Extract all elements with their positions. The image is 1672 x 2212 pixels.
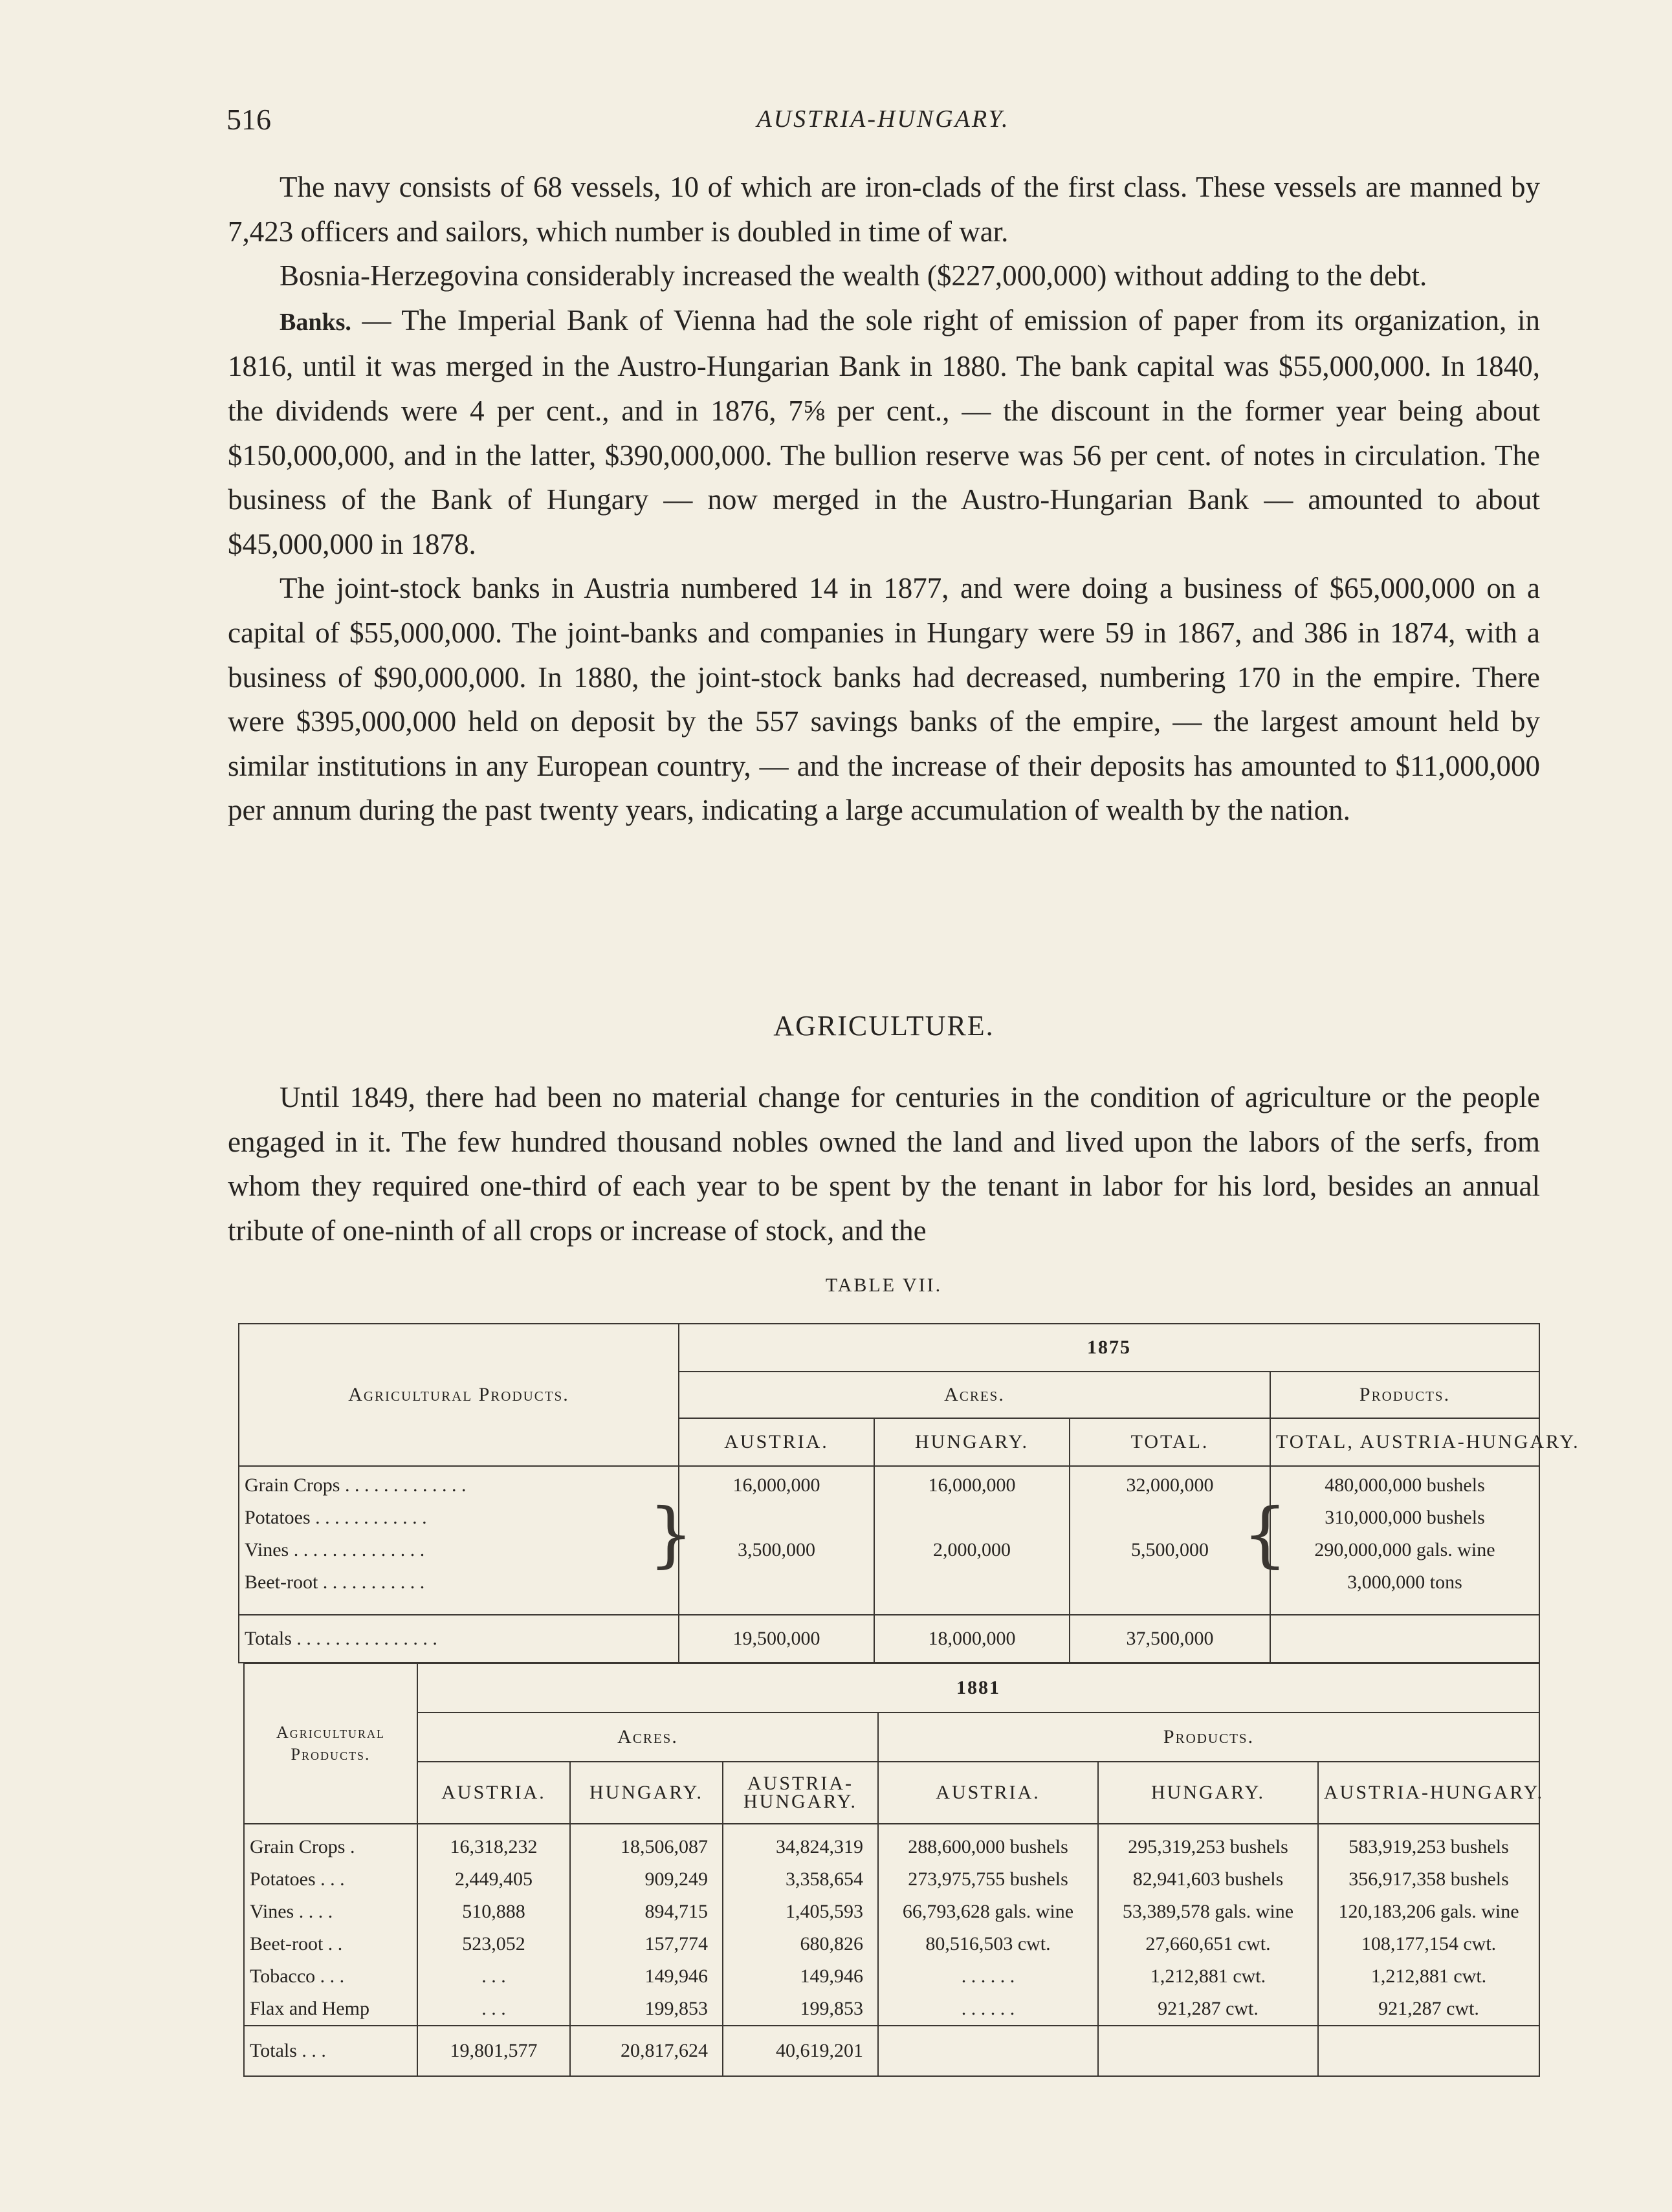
- t1875-label-vines: Vines . . . . . . . . . . . . . .: [245, 1539, 425, 1560]
- t1875-col-total-ah: TOTAL, AUSTRIA-HUNGARY.: [1270, 1418, 1539, 1466]
- t1881-pa-1: 273,975,755 bushels: [908, 1868, 1068, 1890]
- t1881-pa-4: . . . . . .: [961, 1966, 1015, 1987]
- t1881-products-col-header: Products.: [878, 1713, 1539, 1762]
- t1881-pcol-ah: AUSTRIA-HUNGARY.: [1318, 1762, 1539, 1824]
- t1881-ah-4: 149,946: [800, 1966, 863, 1987]
- t1881-ah-3: 680,826: [800, 1933, 863, 1955]
- t1881-a-3: 523,052: [462, 1933, 525, 1955]
- t1875-product-grain: 480,000,000 bushels: [1325, 1474, 1485, 1496]
- table-caption: TABLE VII.: [825, 1275, 943, 1296]
- t1881-h-3: 157,774: [644, 1933, 708, 1955]
- t1881-a-4: . . .: [481, 1966, 506, 1987]
- t1881-austria-cells: [417, 1824, 570, 2026]
- t1875-acres-header: Acres.: [679, 1372, 1270, 1418]
- section-heading: AGRICULTURE.: [773, 1010, 995, 1042]
- t1881-ah-1: 3,358,654: [786, 1868, 863, 1890]
- t1875-col-total: TOTAL.: [1070, 1418, 1270, 1466]
- body-text-agriculture: [228, 1075, 1540, 1253]
- t1881-a-0: 16,318,232: [450, 1836, 538, 1857]
- banks-label: Banks.: [280, 308, 351, 336]
- t1881-pa-0: 288,600,000 bushels: [908, 1836, 1068, 1857]
- page-number: 516: [226, 103, 271, 136]
- t1875-austria-cells: [679, 1466, 874, 1615]
- t1875-hungary-cells: [874, 1466, 1070, 1615]
- t1881-label-3: Beet-root . .: [250, 1933, 343, 1955]
- t1881-col-austria: AUSTRIA.: [417, 1762, 570, 1824]
- t1881-a-2: 510,888: [462, 1901, 525, 1922]
- t1881-pa-5: . . . . . .: [961, 1998, 1015, 2019]
- t1881-pah-cells: [1318, 1824, 1539, 2026]
- t1881-a-1: 2,449,405: [455, 1868, 533, 1890]
- t1881-ah-cells: [723, 1824, 878, 2026]
- t1875-totals-austria: 19,500,000: [679, 1615, 874, 1663]
- t1875-total-cells: [1070, 1466, 1270, 1615]
- t1881-col-ah: AUSTRIA-HUNGARY.: [723, 1762, 878, 1824]
- paragraph-banks: [228, 298, 1540, 567]
- t1881-pa-2: 66,793,628 gals. wine: [902, 1901, 1074, 1922]
- t1881-ph-5: 921,287 cwt.: [1158, 1998, 1259, 2019]
- t1881-pah-4: 1,212,881 cwt.: [1370, 1966, 1487, 1987]
- t1875-totals-total: 37,500,000: [1070, 1615, 1270, 1663]
- t1875-label-potatoes: Potatoes . . . . . . . . . . . .: [245, 1507, 427, 1528]
- t1881-ph-4: 1,212,881 cwt.: [1150, 1966, 1266, 1987]
- t1881-ph-2: 53,389,578 gals. wine: [1122, 1901, 1294, 1922]
- t1875-col-hungary: HUNGARY.: [874, 1418, 1070, 1466]
- t1875-products-cells: [1270, 1466, 1539, 1615]
- t1881-label-1: Potatoes . . .: [250, 1868, 345, 1890]
- t1881-h-5: 199,853: [644, 1998, 708, 2019]
- paragraph-navy: The navy consists of 68 vessels, 10 of which are iron-clads of the first class. These vessels are manned by 7,423 officers and sailors, which number is doubled in time of war.: [228, 171, 1540, 248]
- t1875-brace-right: {: [1242, 1493, 1288, 1575]
- t1875-grain-total: 32,000,000: [1126, 1474, 1214, 1496]
- t1881-pcol-austria: AUSTRIA.: [878, 1762, 1098, 1824]
- t1875-year: 1875: [679, 1324, 1539, 1372]
- t1875-totals-hungary: 18,000,000: [874, 1615, 1070, 1663]
- t1881-totals-h: 20,817,624: [570, 2026, 723, 2076]
- t1875-label-beet: Beet-root . . . . . . . . . . .: [245, 1571, 425, 1593]
- paragraph-joint-stock: The joint-stock banks in Austria numbered 14 in 1877, and were doing a business of $65,000,000 on a capital of $55,000,000. The joint-banks and companies in Hungary were 59 in 1867, and 386 in 1874, with a business of $90,000,000. In 1880, the joint-stock banks had decreased, numbering 170 in the empire. There were $395,000,000 held on deposit by the 557 savings banks of the empire, — the largest amount held by similar institutions in any European country, — and the increase of their deposits has amounted to $11,000,000 per annum during the past twenty years, indicating a large accumulation of wealth by the nation.: [228, 572, 1540, 827]
- t1881-hungary-cells: [570, 1824, 723, 2026]
- t1881-label-0: Grain Crops .: [250, 1836, 355, 1857]
- t1875-product-beet: 3,000,000 tons: [1347, 1571, 1462, 1593]
- t1881-pah-3: 108,177,154 cwt.: [1361, 1933, 1497, 1955]
- t1881-ph-3: 27,660,651 cwt.: [1145, 1933, 1271, 1955]
- t1881-acres-header: Acres.: [417, 1713, 878, 1762]
- t1881-h-4: 149,946: [644, 1966, 708, 1987]
- t1875-col-austria: AUSTRIA.: [679, 1418, 874, 1466]
- t1881-ah-5: 199,853: [800, 1998, 863, 2019]
- t1875-product-potatoes: 310,000,000 bushels: [1325, 1507, 1485, 1528]
- t1881-label-4: Tobacco . . .: [250, 1966, 345, 1987]
- t1875-totals-label: Totals . . . . . . . . . . . . . . .: [239, 1615, 679, 1663]
- running-head: AUSTRIA-HUNGARY.: [756, 105, 1010, 133]
- t1875-product-vines: 290,000,000 gals. wine: [1314, 1539, 1495, 1560]
- t1881-pah-1: 356,917,358 bushels: [1348, 1868, 1509, 1890]
- t1881-ph-1: 82,941,603 bushels: [1132, 1868, 1284, 1890]
- t1881-labels: [244, 1824, 417, 2026]
- t1875-grain-austria: 16,000,000: [732, 1474, 820, 1496]
- t1881-pah-0: 583,919,253 bushels: [1348, 1836, 1509, 1857]
- table-1875: [238, 1323, 1580, 1663]
- t1881-label-2: Vines . . . .: [250, 1901, 333, 1922]
- t1881-totals-ah: 40,619,201: [723, 2026, 878, 2076]
- t1875-products-col-header: Products.: [1270, 1372, 1539, 1418]
- t1881-totals-a: 19,801,577: [417, 2026, 570, 2076]
- t1875-labels: [239, 1466, 679, 1615]
- table-1881: [243, 1663, 1544, 2077]
- t1881-year: 1881: [417, 1663, 1539, 1713]
- t1881-totals-label: Totals . . .: [244, 2026, 417, 2076]
- t1881-pah-2: 120,183,206 gals. wine: [1338, 1901, 1519, 1922]
- t1881-label-5: Flax and Hemp: [250, 1998, 369, 2019]
- t1881-pa-3: 80,516,503 cwt.: [925, 1933, 1051, 1955]
- body-text-top: [228, 165, 1540, 833]
- t1875-group-austria: 3,500,000: [738, 1539, 815, 1560]
- t1875-group-hungary: 2,000,000: [933, 1539, 1011, 1560]
- t1881-h-0: 18,506,087: [621, 1836, 708, 1857]
- paragraph-agriculture: Until 1849, there had been no material change for centuries in the condition of agriculture or the people engaged in it. The few hundred thousand nobles owned the land and lived upon the labors of the serfs, from whom they required one-third of each year to be spent by the tenant in labor for his lord, besides an annual tribute of one-ninth of all crops or increase of stock, and the: [228, 1081, 1540, 1247]
- t1875-grain-hungary: 16,000,000: [928, 1474, 1016, 1496]
- t1875-brace-left: }: [648, 1493, 694, 1575]
- t1881-products-header: Agricultural Products.: [244, 1663, 417, 1824]
- t1881-pa-cells: [878, 1824, 1098, 2026]
- t1881-ph-0: 295,319,253 bushels: [1128, 1836, 1288, 1857]
- t1881-ah-0: 34,824,319: [776, 1836, 863, 1857]
- page-header: [226, 102, 1540, 141]
- t1875-label-grain: Grain Crops . . . . . . . . . . . . .: [245, 1474, 467, 1496]
- paragraph-bosnia: Bosnia-Herzegovina considerably increased the wealth ($227,000,000) without adding to the debt.: [280, 259, 1427, 292]
- t1881-pah-5: 921,287 cwt.: [1378, 1998, 1479, 2019]
- banks-text: — The Imperial Bank of Vienna had the sole right of emission of paper from its organization, in 1816, until it was merged in the Austro-Hungarian Bank in 1880. The bank capital was $55,000,000. In 1840, the dividends were 4 per cent., and in 1876, 7⅝ per cent., — the discount in the former year being about $150,000,000, and in the latter, $390,000,000. The bullion reserve was 56 per cent. of notes in circulation. The business of the Bank of Hungary — now merged in the Austro-Hungarian Bank — amounted to about $45,000,000 in 1878.: [228, 303, 1540, 560]
- t1881-ah-2: 1,405,593: [786, 1901, 863, 1922]
- t1881-a-5: . . .: [481, 1998, 506, 2019]
- t1881-pcol-hungary: HUNGARY.: [1098, 1762, 1318, 1824]
- t1881-h-1: 909,249: [644, 1868, 708, 1890]
- t1881-col-hungary: HUNGARY.: [570, 1762, 723, 1824]
- t1875-group-total: 5,500,000: [1131, 1539, 1209, 1560]
- t1881-h-2: 894,715: [644, 1901, 708, 1922]
- t1881-ph-cells: [1098, 1824, 1318, 2026]
- t1875-products-header: Agricultural Products.: [239, 1324, 679, 1466]
